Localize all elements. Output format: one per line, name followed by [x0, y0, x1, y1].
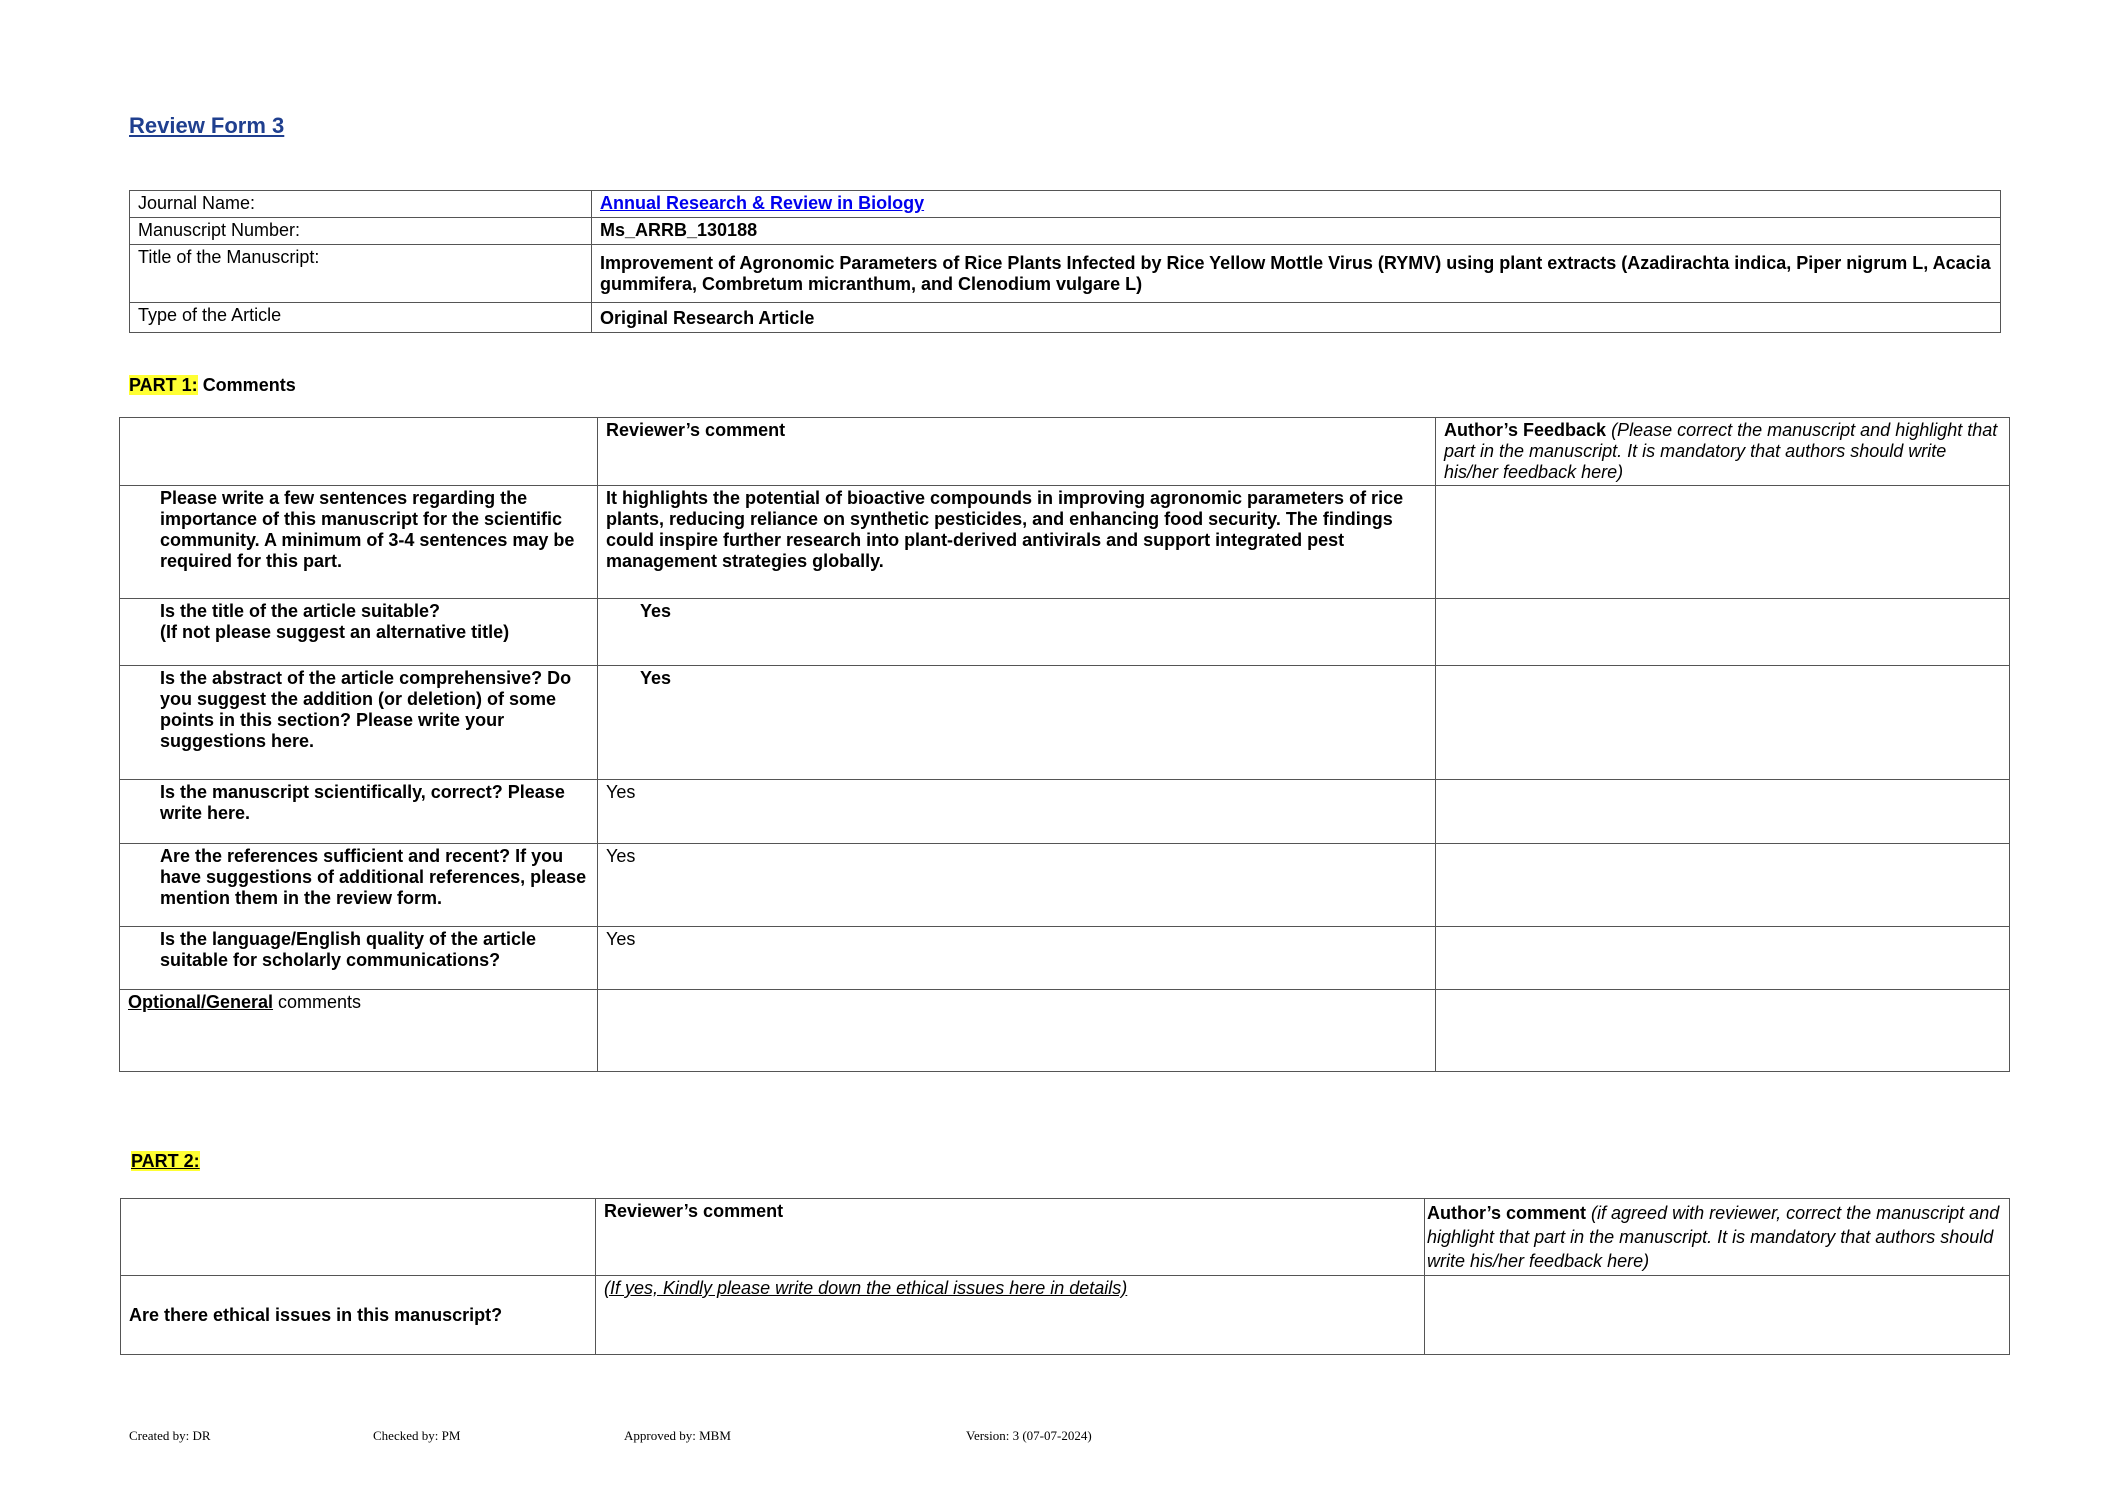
manuscript-number-label: Manuscript Number:: [130, 218, 592, 245]
manuscript-number: Ms_ARRB_130188: [592, 218, 2001, 245]
author-feedback-header-note: (Please correct the manuscript and highlight that part in the manuscript. It is mandatory that authors should write his/her feedback here): [1444, 420, 1998, 482]
reviewer-answer[interactable]: Yes: [598, 666, 1436, 780]
table-row: [130, 191, 2001, 218]
form-title: Review Form 3: [129, 113, 285, 138]
part2-heading: [131, 1151, 200, 1172]
manuscript-title-label: Title of the Manuscript:: [130, 245, 592, 303]
reviewer-answer[interactable]: Yes: [598, 844, 1436, 927]
author-comment-header-note: (if agreed with reviewer, correct the manuscript and highlight that part in the manuscript. It is mandatory that authors should write his/her feedback here): [1427, 1203, 2000, 1271]
author-comment-header: [1425, 1199, 2010, 1276]
part2-ethics-table: [120, 1198, 2010, 1355]
table-row: [120, 780, 2010, 844]
author-feedback-cell[interactable]: [1436, 927, 2010, 990]
optional-general-label: Optional/General: [128, 992, 274, 1012]
table-header-row: [120, 418, 2010, 486]
part1-suffix: Comments: [202, 375, 296, 395]
table-row: [130, 218, 2001, 245]
table-row: [120, 927, 2010, 990]
author-feedback-header: [1436, 418, 2010, 486]
reviewer-optional-comment[interactable]: [598, 990, 1436, 1072]
question-title-line1: Is the title of the article suitable?: [160, 601, 441, 621]
question-importance: Please write a few sentences regarding the importance of this manuscript for the scientific community. A minimum of 3-4 sentences may be required for this part.: [120, 486, 598, 599]
question-scientific: Is the manuscript scientifically, correct? Please write here.: [120, 780, 598, 844]
footer-version: Version: 3 (07-07-2024): [966, 1428, 1092, 1443]
question-abstract: Is the abstract of the article comprehensive? Do you suggest the addition (or deletion) of some points in this section? Please write your suggestions here.: [120, 666, 598, 780]
journal-link[interactable]: Annual Research & Review in Biology: [600, 193, 925, 213]
table-row: [130, 303, 2001, 333]
article-type-label: Type of the Article: [130, 303, 592, 333]
author-feedback-header-title: Author’s Feedback: [1444, 420, 1607, 440]
journal-label: Journal Name:: [130, 191, 592, 218]
table-row: [120, 844, 2010, 927]
part2-label: PART 2:: [131, 1151, 200, 1171]
table-row: [121, 1276, 2010, 1355]
question-references: Are the references sufficient and recent? If you have suggestions of additional references, please mention them in the review form.: [120, 844, 598, 927]
reviewer-comment-header: Reviewer’s comment: [596, 1199, 1425, 1276]
part1-comments-table: [119, 417, 2010, 1072]
article-type: Original Research Article: [592, 303, 2001, 333]
table-row: [120, 666, 2010, 780]
author-ethics-cell[interactable]: [1425, 1276, 2010, 1355]
reviewer-ethics-cell[interactable]: [596, 1276, 1425, 1355]
ethical-issues-hint: (If yes, Kindly please write down the ethical issues here in details): [604, 1278, 1128, 1298]
question-title-suitable: [120, 599, 598, 666]
reviewer-answer[interactable]: Yes: [598, 780, 1436, 844]
table-row: [120, 990, 2010, 1072]
part1-label: PART 1:: [129, 375, 198, 395]
question-title-line2: (If not please suggest an alternative title): [160, 622, 510, 642]
reviewer-comment-header: Reviewer’s comment: [598, 418, 1436, 486]
author-optional-feedback[interactable]: [1436, 990, 2010, 1072]
optional-comments-suffix: comments: [273, 992, 362, 1012]
footer-created: Created by: DR: [129, 1428, 211, 1443]
table-row: [130, 245, 2001, 303]
author-feedback-cell[interactable]: [1436, 486, 2010, 599]
author-feedback-cell[interactable]: [1436, 780, 2010, 844]
author-comment-header-title: Author’s comment: [1427, 1203, 1587, 1223]
table-row: [120, 486, 2010, 599]
footer-approved: Approved by: MBM: [624, 1428, 731, 1443]
manuscript-title: Improvement of Agronomic Parameters of Rice Plants Infected by Rice Yellow Mottle Virus (RYMV) using plant extracts (Azadirachta indica, Piper nigrum L, Acacia gummifera, Combretum micranthum, and Clenodium vulgare L): [592, 245, 2001, 303]
reviewer-answer[interactable]: It highlights the potential of bioactive compounds in improving agronomic parameters of rice plants, reducing reliance on synthetic pesticides, and enhancing food security. The findings could inspire further research into plant-derived antivirals and support integrated pest management strategies globally.: [598, 486, 1436, 599]
author-feedback-cell[interactable]: [1436, 599, 2010, 666]
reviewer-answer[interactable]: Yes: [598, 599, 1436, 666]
author-feedback-cell[interactable]: [1436, 844, 2010, 927]
manuscript-info-table: [129, 190, 2001, 333]
optional-comments-label: [120, 990, 598, 1072]
author-feedback-cell[interactable]: [1436, 666, 2010, 780]
footer-checked: Checked by: PM: [373, 1428, 461, 1443]
table-row: [120, 599, 2010, 666]
question-language: Is the language/English quality of the article suitable for scholarly communications?: [120, 927, 598, 990]
reviewer-answer[interactable]: Yes: [598, 927, 1436, 990]
part1-heading: [129, 375, 296, 396]
table-header-row: [121, 1199, 2010, 1276]
question-ethical-issues: Are there ethical issues in this manuscript?: [121, 1276, 596, 1355]
